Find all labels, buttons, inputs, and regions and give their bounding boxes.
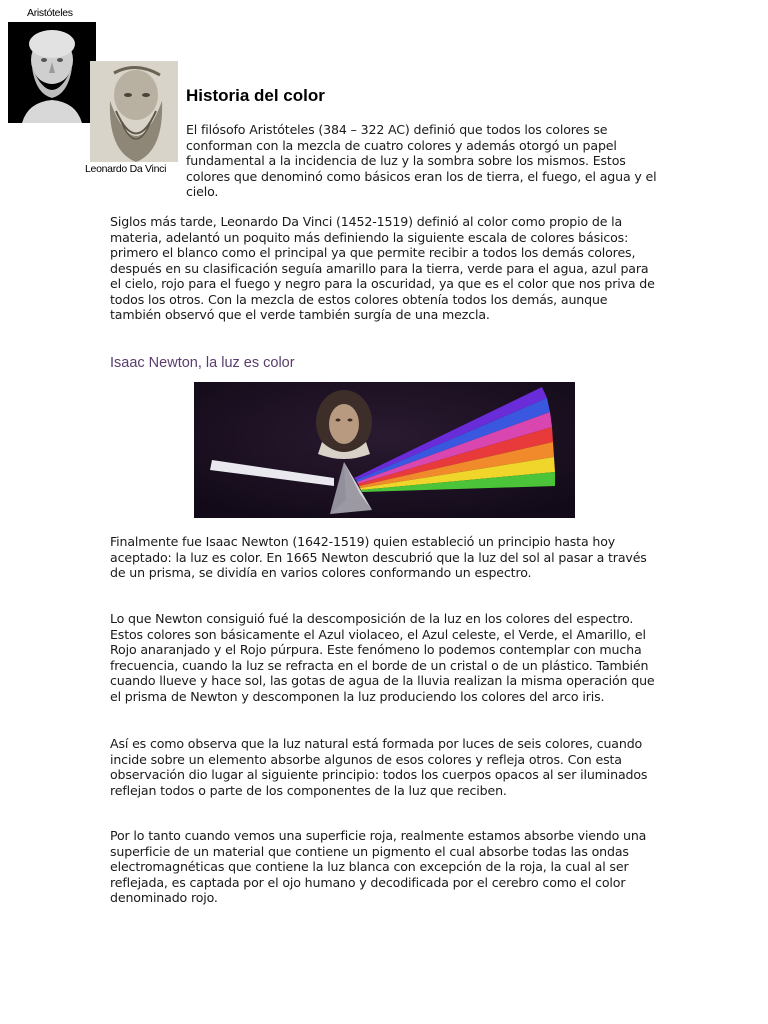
newton-prism-image [194, 382, 575, 518]
caption-aristoteles: Aristóteles [27, 7, 73, 19]
section-heading-newton: Isaac Newton, la luz es color [110, 355, 295, 371]
paragraph-newton-intro: Finalmente fue Isaac Newton (1642-1519) quien estableció un principio hasta hoy aceptado: la luz es color. En 1665 Newton descubrió que la luz del sol al pasar a través de un prisma, se dividía en varios colores conformando un espectro. [110, 534, 647, 580]
paragraph-leonardo: Siglos más tarde, Leonardo Da Vinci (1452-1519) definió al color como propio de la materia, adelantó un poquito más definiendo la siguiente escala de colores básicos: primero el blanco como el principal ya que permite recibir a todos los demás colores, después en su clasificación seguía amarillo para la tierra, verde para el agua, azul para el cielo, rojo para el fuego y negro para la oscuridad, ya que es el color que nos priva de todos los otros. Con la mezcla de estos colores obtenía todos los demás, aunque también observó que el verde también surgía de una mezcla. [110, 214, 655, 322]
paragraph-aristoteles [110, 122, 662, 200]
paragraph-red-surface: Por lo tanto cuando vemos una superficie roja, realmente estamos absorbe viendo una superficie de un material que contiene un pigmento el cual absorbe todas las ondas electromagnéticas que contiene la luz blanca con excepción de la roja, la cual al ser reflejada, es captada por el ojo humano y decodificada por el cerebro como el color denominado rojo. [110, 828, 647, 905]
text-wrap-spacer [110, 122, 186, 186]
page-title: Historia del color [186, 86, 325, 105]
paragraph-aristoteles-text: El filósofo Aristóteles (384 – 322 AC) definió que todos los colores se conforman con la mezcla de cuatro colores y además otorgó un papel fundamental a la incidencia de luz y la sombra sobre los mismos. Estos colores que denominó como básicos eran los de tierra, el fuego, el agua y el cielo. [186, 122, 657, 199]
prism-spectrum-illustration [194, 382, 575, 518]
aristoteles-bust-illustration [8, 22, 96, 123]
caption-leonardo: Leonardo Da Vinci [85, 163, 167, 175]
aristoteles-portrait [8, 22, 96, 123]
paragraph-decomposition: Lo que Newton consiguió fué la descomposición de la luz en los colores del espectro. Estos colores son básicamente el Azul violaceo, el Azul celeste, el Verde, el Amarillo, el Rojo anaranjado y el Rojo púrpura. Este fenómeno lo podemos contemplar con mucha frecuencia, cuando la luz se refracta en el borde de un cristal o de un plástico. También cuando llueve y hace sol, las gotas de agua de la lluvia realizan la misma operación que el prisma de Newton y descomponen la luz produciendo los colores del arco iris. [110, 611, 655, 704]
paragraph-natural-light: Así es como observa que la luz natural está formada por luces de seis colores, cuando incide sobre un elemento absorbe algunos de esos colores y refleja otros. Con esta observación dio lugar al siguiente principio: todos los cuerpos opacos al ser iluminados reflejan todos o parte de los componentes de la luz que reciben. [110, 736, 648, 798]
